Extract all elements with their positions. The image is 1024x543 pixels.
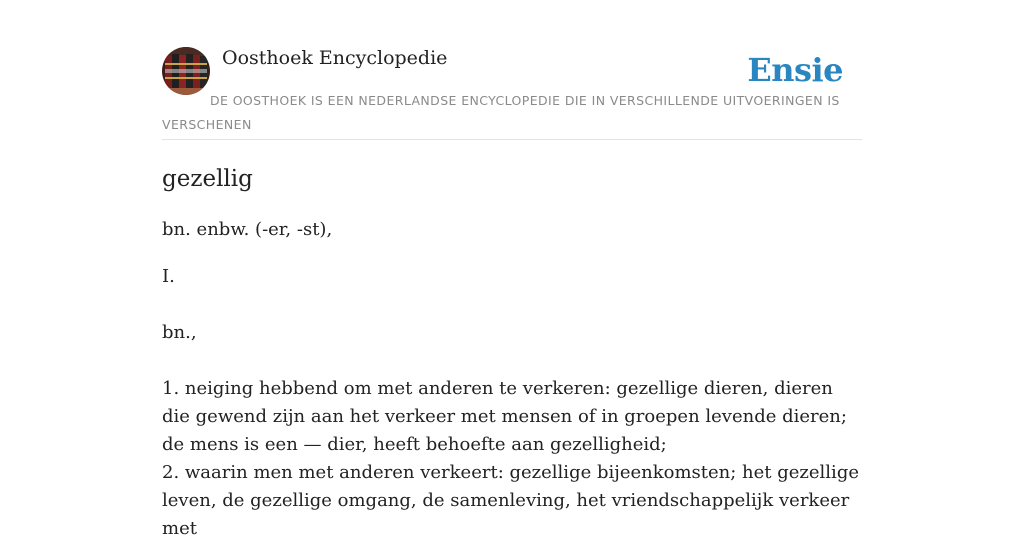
entry-body [162, 263, 862, 543]
site-name-link[interactable]: Oosthoek Encyclopedie [222, 47, 448, 69]
definition-2: 2. waarin men met anderen verkeert: gezellige bijeenkomsten; het gezellige leven, de gezellige omgang, de samenleving, het vriendschappelijk verkeer met [162, 462, 859, 539]
entry-roman-numeral: I. [162, 266, 175, 287]
bookshelf-encyclopedia-icon[interactable] [162, 47, 210, 95]
header-divider [162, 139, 862, 140]
ensie-logo[interactable]: Ensie [747, 51, 843, 89]
avatar-image [162, 47, 210, 95]
definition-1: 1. neiging hebbend om met anderen te verkeren: gezellige dieren, dieren die gewend zijn aan het verkeer met mensen of in groepen levende dieren; de mens is een — dier, heeft behoefte aan gezelligheid; [162, 378, 847, 455]
entry-headword: gezellig [162, 166, 253, 192]
entry-part-of-speech: bn., [162, 322, 197, 343]
entry-grammar: bn. enbw. (-er, -st), [162, 219, 333, 240]
site-tagline: DE OOSTHOEK IS EEN NEDERLANDSE ENCYCLOPEDIE DIE IN VERSCHILLENDE UITVOERINGEN IS VERSCHENEN [162, 93, 840, 132]
